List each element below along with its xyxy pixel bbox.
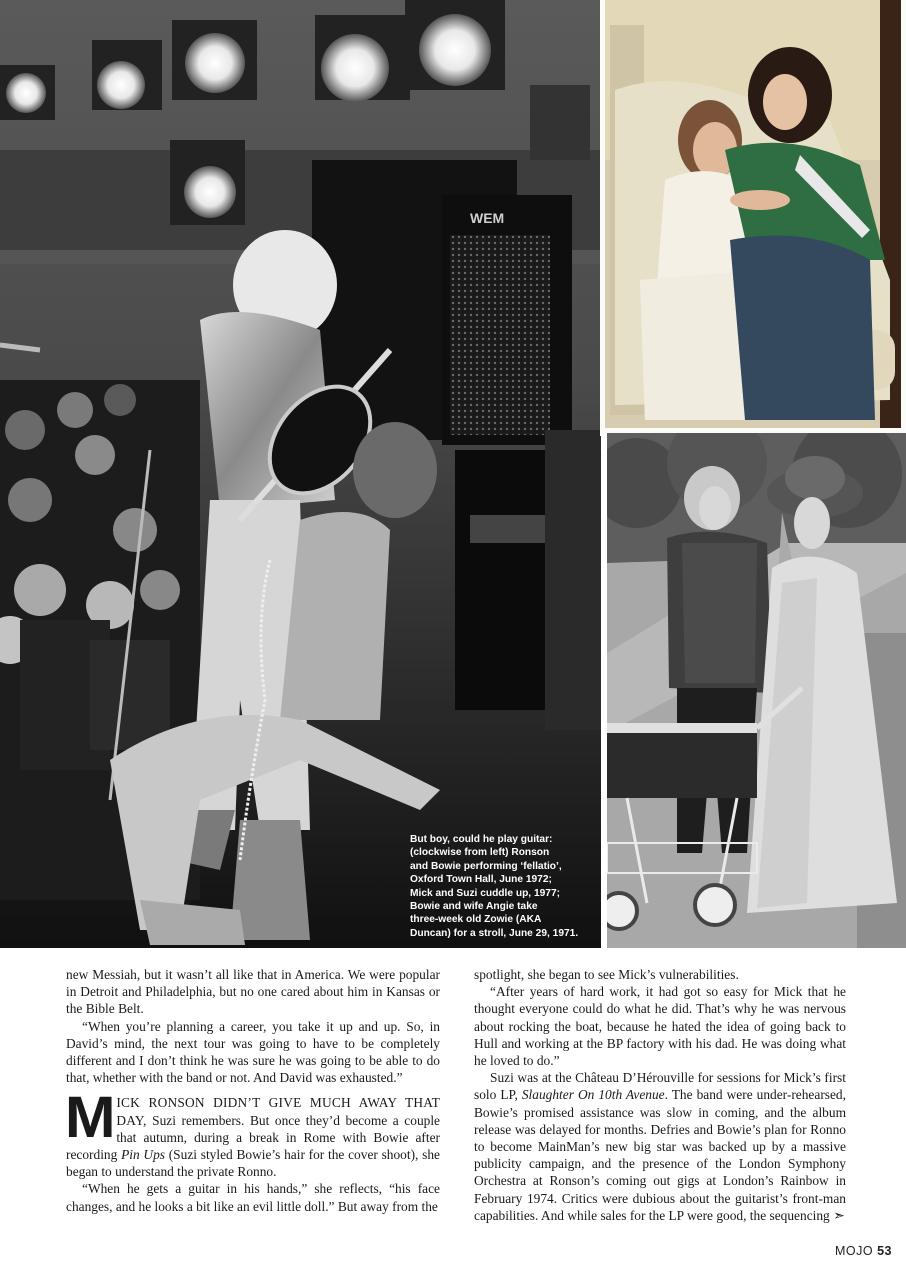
paragraph-with-drop-cap [64, 1085, 440, 1180]
paragraph [474, 1069, 846, 1225]
paragraph: “After years of hard work, it had got so easy for Mick that he thought everyone could do what he did. That’s why he was nervous about rocking the boat, because he hated the idea of going back to Hull and working at the BP factory with his dad. He was doing what he loved to do.” [474, 984, 846, 1069]
caption-line: (clockwise from left) Ronson [410, 847, 550, 859]
couple-photo-illustration [600, 0, 906, 436]
photo-caption [410, 833, 590, 940]
page-folio [835, 1244, 892, 1258]
caption-line: Oxford Town Hall, June 1972; [410, 874, 552, 886]
lead-in-caps: ICK RONSON DIDN’T GIVE MUCH AWAY THAT DAY, [116, 1095, 440, 1128]
paragraph: “When he gets a guitar in his hands,” she reflects, “his face changes, and he looks a bit like an evil little doll.” But away from the [66, 1181, 440, 1214]
paragraph: new Messiah, but it wasn’t all like that in America. We were popular in Detroit and Philadelphia, but no one cared about him in Kansas or the Bible Belt. [66, 967, 440, 1017]
photo-mick-suzi-couch [600, 0, 906, 436]
caption-line: But boy, could he play guitar: [410, 834, 553, 845]
caption-line: Duncan) for a stroll, June 29, 1971. [410, 927, 579, 939]
caption-line: Mick and Suzi cuddle up, 1977; [410, 887, 561, 899]
caption-line: Bowie and wife Angie take [410, 901, 538, 913]
photo-bowie-angie-pram [607, 433, 906, 948]
caption-line: and Bowie performing ‘fellatio’, [410, 860, 562, 872]
drop-cap: M [64, 1085, 114, 1151]
stage-photo-illustration [0, 0, 601, 948]
photo-ronson-bowie-stage [0, 0, 601, 948]
paragraph-text: . The band were under-rehearsed, Bowie’s promised assistance was slow in coming, and the album release was delayed for months. Defries and Bowie’s plan for Ronno to become MainMan’s new big star was backed up by a massive publicity campaign, and the presence of the London Symphony Orchestra at Ronson’s coming out gigs at London’s Rainbow in February 1974. Critics were dubious about the guitarist’s front-man capabilities. And while sales for the LP were good, the sequencing [474, 1087, 846, 1223]
article-left-column [66, 966, 440, 1215]
pram-photo-illustration [607, 433, 906, 948]
paragraph-text: Suzi was at the Château D’Hérouville for sessions for Mick’s first solo LP, [474, 1070, 846, 1103]
paragraph-text: (Suzi styled Bowie’s hair for the cover shoot), she began to understand the private Ronno. [66, 1147, 440, 1180]
article-right-column [474, 966, 846, 1225]
paragraph: “When you’re planning a career, you take it up and up. So, in David’s mind, the next tour was going to have to be completely different and I don’t think he was sure he was going to be able to do that, whether with the band or not. And David was exhausted.” [66, 1018, 440, 1086]
paragraph: spotlight, she began to see Mick’s vulnerabilities. [474, 967, 739, 982]
paragraph-text: Suzi remembers. But once they’d become a couple that autumn, during a break in Rome with Bowie after recording [66, 1112, 440, 1163]
continue-arrow-icon: ➣ [833, 1207, 845, 1224]
album-title: Slaughter On 10th Avenue [521, 1087, 665, 1103]
page-number: 53 [877, 1244, 892, 1258]
album-title: Pin Ups [121, 1147, 165, 1163]
magazine-name: MOJO [835, 1244, 874, 1258]
svg-text:WEM: WEM [470, 210, 505, 226]
caption-line: three-week old Zowie (AKA [410, 914, 542, 926]
